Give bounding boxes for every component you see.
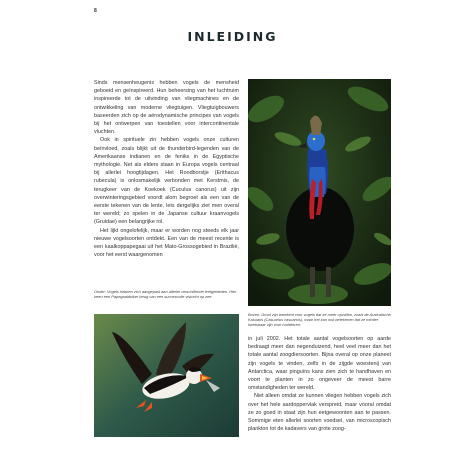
puffin-photo [94, 314, 239, 437]
cassowary-illustration [248, 79, 391, 306]
paragraph: Het lijkt ongelofelijk, maar er worden nog steeds elk jaar nieuwe vogelsoorten ontdekt. Een van de meest recente is een kaalkoppapegaai uit het Mato-Grossogebied in Brazilië, voor het eerst waargenomen [94, 227, 239, 259]
paragraph: Ook in spirituele zin hebben vogels onze culturen beïnvloed, zoals blijkt uit de thunderbird-legenden van de Amerikaanse indianen en de feniks in de Egyptische mythologie. Net als elders staan in Europa vogels centraal bij allerlei hoogtijdagen. Het Roodborstje (Erithacus rubecula) is onlosmakelijk verbonden met Kerstmis, de terugkeer van de Koekoek (Cuculus canorus) uit zijn overwinteringsgebied voordt alom begroet als een van de eerste tekenen van de lente, lets dergelijks ziet men overal ter wereld; zo spelen in de Japanse cultuur kraanvogels (Gruidae) een belangrijke rol. [94, 137, 239, 226]
body-text-left-column [94, 79, 239, 259]
caption-puffin: Onder: Vogels hebben zich aangepast aan allerlei verschillende leefgebieden. Hier keert een Papegaaiduiker terug van een succesvolle vistocht op zee. [94, 289, 237, 300]
page-title: INLEIDING [187, 29, 278, 44]
paragraph: in juli 2002. Het totale aantal vogelsoorten op aarde bedraagt meer dan negenduizend, heel veel meer dan het totale aantal zoogdiersoorten. Bijna overal op onze planeet zijn vogels te vinden, zelfs in de zijgde woestenij van Antarctica, waar pinguïns kans zien zich te handhaven en voort te planten in zo ongeveer de meest barre omstandigheden ter wereld. [248, 336, 391, 392]
caption-cassowary: Boven: Groot zijn betekent voor vogels dat ze meer opvallen, zoals de Australische Kasuaris (Casuarius casuarius), maar het kan ook betekenen dat ze minder kwetsbaar zijn voor roofdieren. [248, 312, 391, 328]
puffin-illustration [94, 314, 239, 437]
page-number: 8 [94, 8, 97, 14]
cassowary-photo [248, 79, 391, 306]
paragraph: Sinds mensenheugenis hebben vogels de mensheid geboeid en geïnspireerd. Hun beheersing van het luchtruim inspireerde tot de uitvinding van vliegmachines en de ontwikkeling van moderne vliegtuigen. Vliegtuigbouwers baseerden zich op de aërodynamische principes van vogels bij het ontwerpen van toestellen voor intercontinentale vluchten. [94, 80, 239, 136]
body-text-right-column [248, 335, 391, 433]
paragraph: Niet alleen omdat ze kunnen vliegen hebben vogels zich over het hele aardoppervlak verspreid, maar vooral omdat ze zo goed in staat zijn hun eetgewoonten aan te passen. Sommige eten allerlei soorten voedsel, van microscopisch plankton tot de kadavers van grote zoog- [248, 393, 391, 433]
